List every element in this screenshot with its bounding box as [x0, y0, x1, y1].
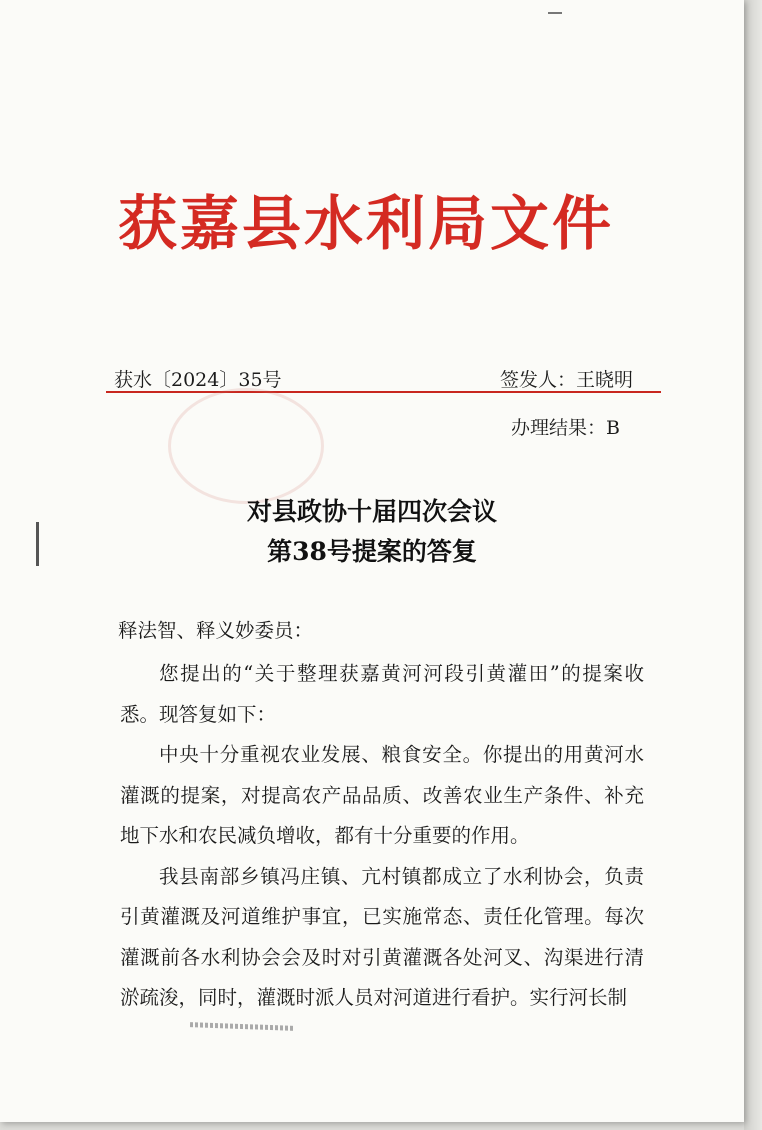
- faint-seal: [168, 388, 324, 504]
- pencil-mark: [190, 1022, 294, 1031]
- paragraph: 您提出的“关于整理获嘉黄河河段引黄灌田”的提案收悉。现答复如下：: [120, 662, 644, 726]
- document-header-title: 获嘉县水利局文件: [118, 189, 615, 258]
- header-red-rule: [106, 391, 661, 393]
- page-edge: [744, 0, 762, 1130]
- document-number: 获水〔2024〕35号: [114, 369, 282, 391]
- paragraph: 中央十分重视农业发展、粮食安全。你提出的用黄河水灌溉的提案，对提高农产品品质、改善农业生产条件、补充地下水和农民减负增收，都有十分重要的作用。: [120, 743, 644, 847]
- paragraph: 我县南部乡镇冯庄镇、亢村镇都成立了水利协会，负责引黄灌溉及河道维护事宜，已实施常态、责任化管理。每次灌溉前各水利协会会及时对引黄灌溉各处河叉、沟渠进行清淤疏浚，同时，灌溉时派人员对河道进行看护。实行河长制: [120, 864, 644, 1009]
- ink-mark: [548, 12, 562, 14]
- signer: 签发人：王晓明: [500, 369, 634, 391]
- letter-body: [120, 654, 644, 1019]
- subject-line-2: 第38号提案的答复: [267, 537, 477, 566]
- salutation: 释法智、释义妙委员：: [118, 619, 314, 642]
- processing-result: 办理结果：B: [511, 417, 620, 439]
- subject-line-1: 对县政协十届四次会议: [246, 497, 497, 526]
